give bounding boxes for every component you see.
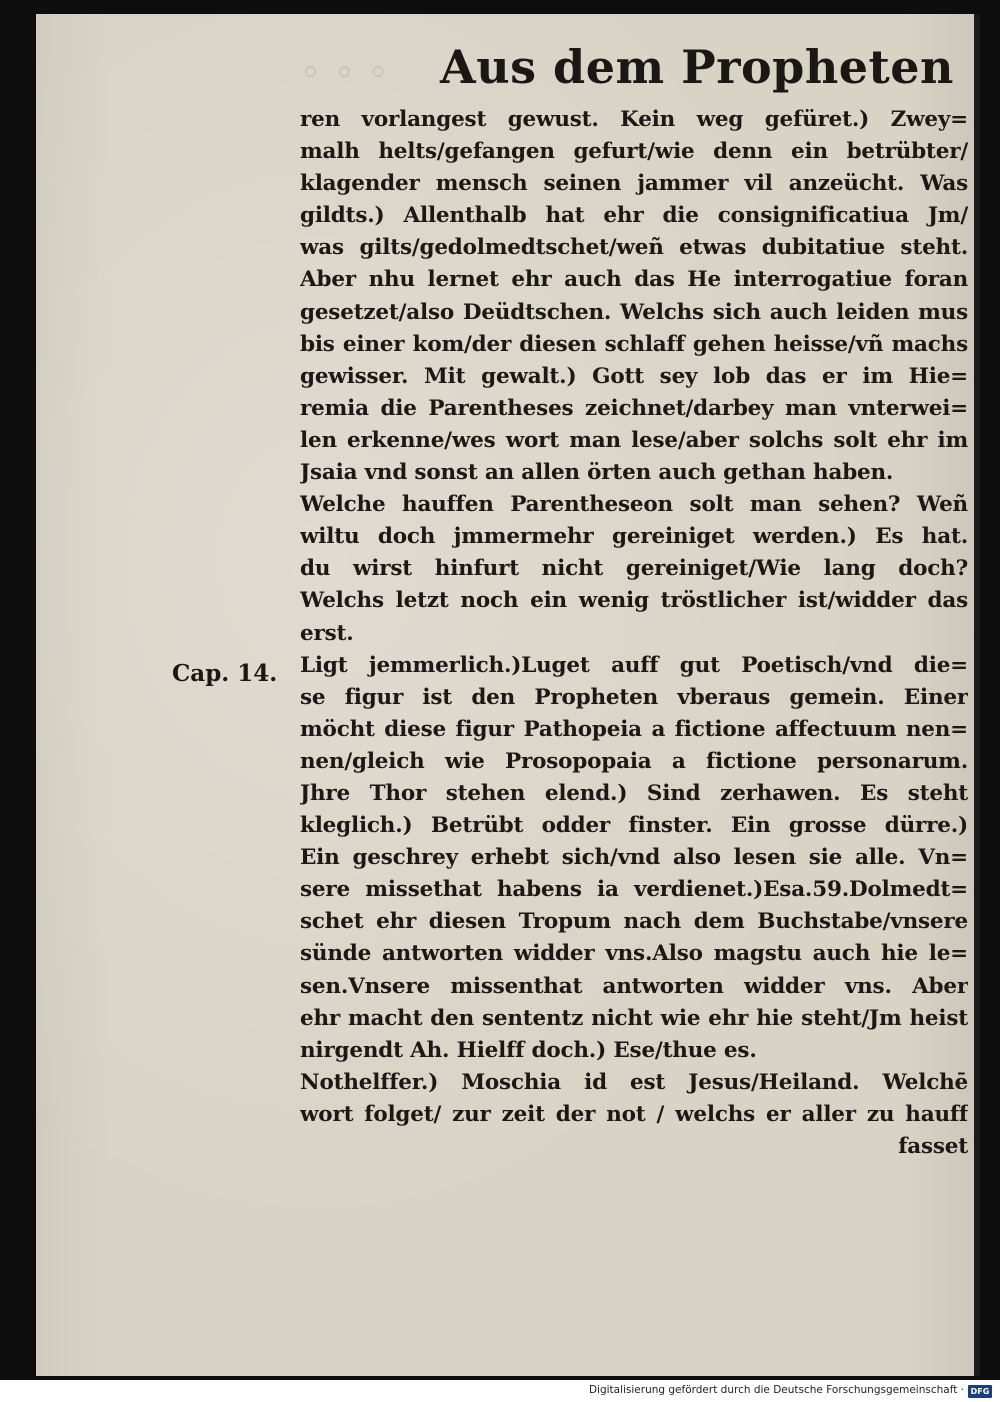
digitization-credit: Digitalisierung gefördert durch die Deutsche Forschungsgemeinschaft ·	[588, 1384, 964, 1396]
bleed-through-marks: ◦ ◦ ◦	[300, 52, 389, 94]
text-line: schet ehr diesen Tropum nach dem Buchstabe/vnsere	[300, 909, 968, 935]
text-line: sen.Vnsere missenthat antworten widder vns. Aber	[300, 973, 968, 999]
text-line: möcht diese figur Pathopeia a fictione affectuum nen=	[300, 716, 968, 742]
text-line: Ein geschrey erhebt sich/vnd also lesen sie alle. Vn=	[300, 845, 968, 871]
text-line: malh helts/gefangen gefurt/wie denn ein betrübter/	[300, 139, 968, 165]
text-line: fasset	[898, 1134, 968, 1159]
text-line: wiltu doch jmmermehr gereiniget werden.) Es hat.	[300, 524, 968, 550]
text-line: Aber nhu lernet ehr auch das He interrogatiue foran	[300, 267, 968, 293]
chapter-margin-note: Cap. 14.	[172, 660, 278, 687]
text-line: ren vorlangest gewust. Kein weg gefüret.) Zwey=	[300, 107, 968, 132]
text-line: wort folget/ zur zeit der not / welchs er aller zu hauff	[300, 1101, 968, 1127]
text-line: kleglich.) Betrübt odder finster. Ein grosse dürre.)	[300, 813, 968, 839]
text-line: Nothelffer.) Moschia id est Jesus/Heiland. Welchē	[300, 1069, 968, 1095]
text-line: gildts.) Allenthalb hat ehr die consignificatiua Jm/	[300, 203, 968, 229]
text-line: erst.	[300, 620, 354, 646]
text-line: was gilts/gedolmedtschet/weñ etwas dubitatiue steht.	[300, 235, 968, 261]
dfg-logo: DFG	[968, 1385, 992, 1398]
text-line: gesetzet/also Deüdtschen. Welchs sich auch leiden mus	[300, 299, 968, 325]
text-line: Jhre Thor stehen elend.) Sind zerhawen. Es steht	[300, 780, 968, 806]
page-gutter-shadow	[974, 14, 980, 1376]
body-text-block	[300, 104, 968, 1163]
text-line: klagender mensch seinen jammer vil anzeücht. Was	[300, 171, 968, 197]
text-line: Welche hauffen Parentheseon solt man sehen? Weñ	[300, 492, 968, 518]
text-line: bis einer kom/der diesen schlaff gehen heisse/vñ machs	[300, 331, 968, 357]
text-line: se figur ist den Propheten vberaus gemein. Einer	[300, 684, 968, 710]
text-line: len erkenne/wes wort man lese/aber solchs solt ehr im	[300, 427, 968, 453]
text-line: sere missethat habens ia verdienet.)Esa.59.Dolmedt=	[300, 877, 968, 903]
text-line: du wirst hinfurt nicht gereiniget/Wie lang doch?	[300, 556, 968, 582]
text-line: Welchs letzt noch ein wenig tröstlicher ist/widder das	[300, 588, 968, 614]
text-line: ehr macht den sententz nicht wie ehr hie steht/Jm heist	[300, 1005, 968, 1031]
text-line: sünde antworten widder vns.Also magstu auch hie le=	[300, 941, 968, 967]
text-line: Jsaia vnd sonst an allen örten auch gethan haben.	[300, 460, 894, 486]
text-line: Ligt jemmerlich.)Luget auff gut Poetisch/vnd die=	[300, 652, 968, 678]
text-line: nirgendt Ah. Hielff doch.) Ese/thue es.	[300, 1037, 757, 1063]
running-title: Aus dem Propheten	[440, 40, 955, 94]
text-line: nen/gleich wie Prosopopaia a fictione personarum.	[300, 748, 968, 774]
text-line: remia die Parentheses zeichnet/darbey man vnterwei=	[300, 395, 968, 421]
text-line: gewisser. Mit gewalt.) Gott sey lob das er im Hie=	[300, 363, 968, 389]
